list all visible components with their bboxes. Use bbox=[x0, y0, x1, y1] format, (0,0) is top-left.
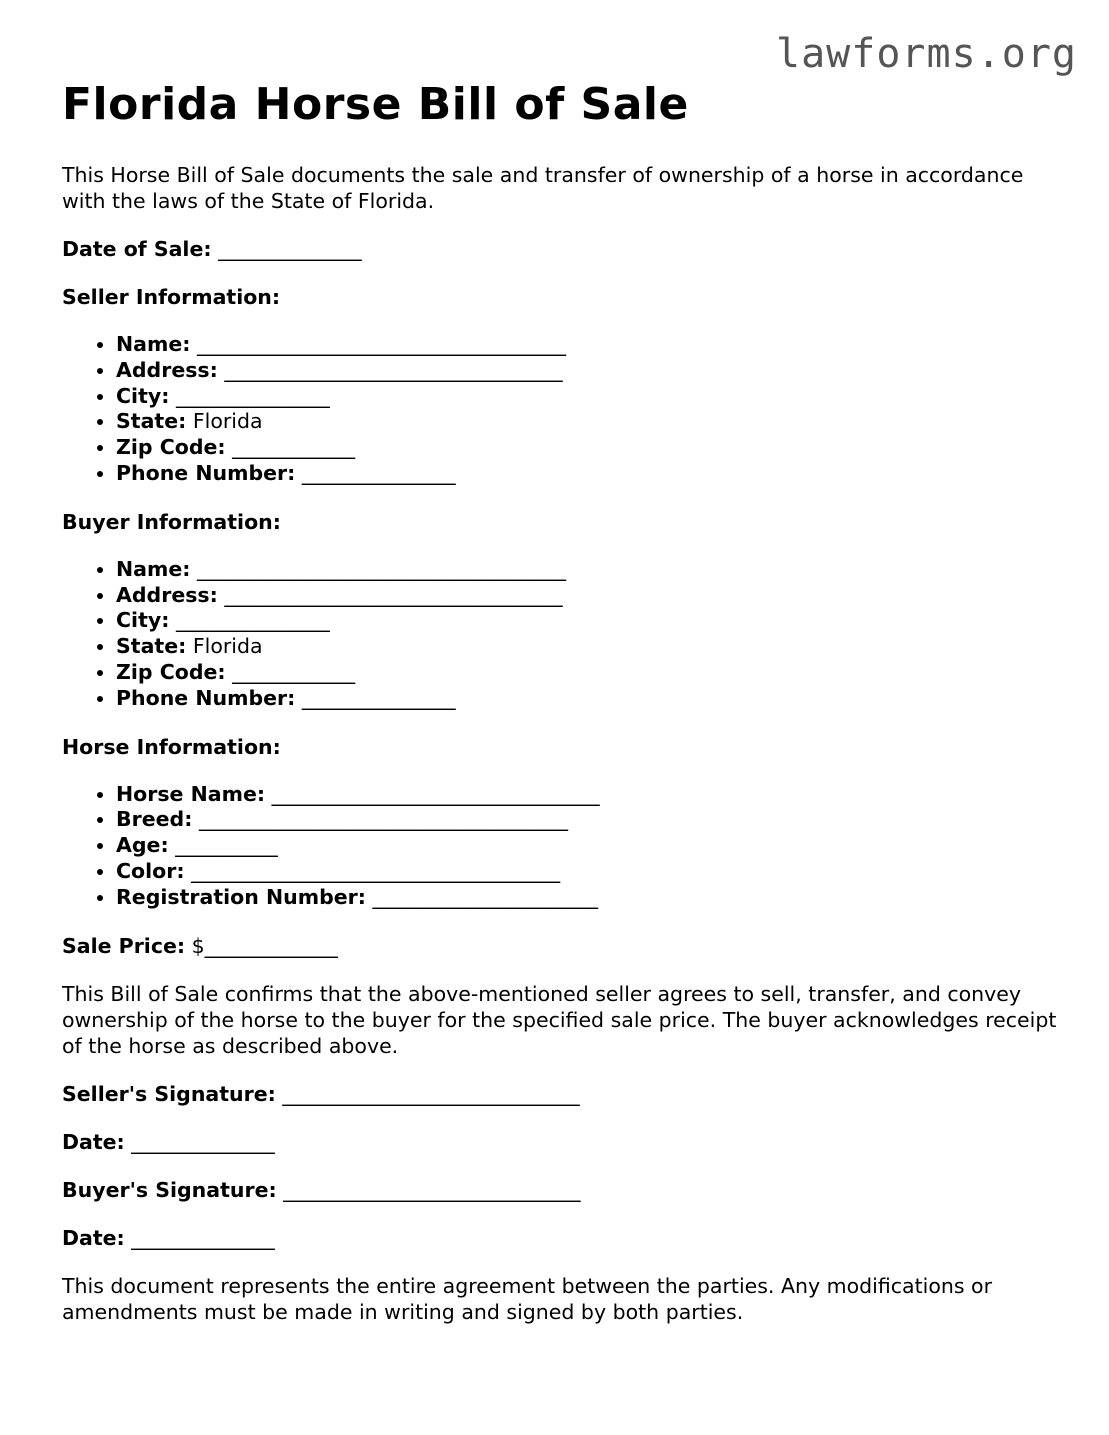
horse-list bbox=[62, 782, 1062, 911]
field-value: Florida bbox=[192, 409, 263, 434]
seller-list bbox=[62, 332, 1062, 487]
seller-zip-field bbox=[116, 435, 1062, 461]
horse-breed-field bbox=[116, 807, 1062, 833]
buyer-date-field bbox=[62, 1225, 1062, 1251]
field-value: _______________ bbox=[175, 608, 330, 633]
field-label: Registration Number: bbox=[116, 884, 366, 909]
field-value: ____________ bbox=[232, 435, 356, 460]
field-value: ______________________ bbox=[372, 884, 599, 909]
buyer-name-field bbox=[116, 557, 1062, 583]
buyer-signature-label: Buyer's Signature: bbox=[62, 1177, 277, 1202]
field-value: ____________________________________ bbox=[196, 332, 566, 356]
buyer-address-field bbox=[116, 583, 1062, 609]
horse-age-field bbox=[116, 833, 1062, 859]
field-label: Horse Name: bbox=[116, 781, 266, 806]
sale-price-label: Sale Price: bbox=[62, 933, 186, 958]
field-label: Zip Code: bbox=[116, 659, 226, 684]
field-value: _________________________________ bbox=[224, 582, 563, 607]
field-label: City: bbox=[116, 608, 170, 633]
field-value: _______________ bbox=[301, 460, 456, 485]
seller-signature-field bbox=[62, 1081, 1062, 1107]
seller-signature-value: _____________________________ bbox=[282, 1081, 580, 1106]
field-label: Name: bbox=[116, 556, 191, 581]
seller-signature-label: Seller's Signature: bbox=[62, 1081, 276, 1106]
confirmation-paragraph: This Bill of Sale confirms that the above-mentioned seller agrees to sell, transfer, and convey ownership of the horse to the buyer for the specified sale price. The buyer acknowledges receipt of the horse as described above. bbox=[62, 981, 1057, 1058]
field-label: Address: bbox=[116, 582, 218, 607]
buyer-date-value: ______________ bbox=[131, 1225, 275, 1250]
buyer-date-label: Date: bbox=[62, 1225, 125, 1250]
buyer-signature-field bbox=[62, 1177, 1062, 1203]
buyer-list bbox=[62, 557, 1062, 712]
field-label: City: bbox=[116, 383, 170, 408]
seller-phone-field bbox=[116, 461, 1062, 487]
buyer-state-field bbox=[116, 634, 1062, 660]
field-value: _______________ bbox=[301, 685, 456, 710]
seller-date-field bbox=[62, 1129, 1062, 1155]
field-label: Color: bbox=[116, 858, 185, 883]
field-label: Name: bbox=[116, 332, 191, 356]
watermark: lawforms.org bbox=[776, 31, 1077, 77]
field-label: Age: bbox=[116, 833, 169, 858]
sale-price-value: $_____________ bbox=[191, 933, 338, 958]
sale-price-field bbox=[62, 933, 1062, 959]
field-label: Zip Code: bbox=[116, 435, 226, 460]
buyer-zip-field bbox=[116, 660, 1062, 686]
field-value: _________________________________ bbox=[224, 357, 563, 382]
field-value: ____________________________________ bbox=[196, 556, 566, 581]
seller-date-label: Date: bbox=[62, 1129, 125, 1154]
field-label: Breed: bbox=[116, 807, 193, 832]
field-label: State: bbox=[116, 634, 187, 659]
field-value: ____________________________________ bbox=[191, 858, 561, 883]
horse-name-field bbox=[116, 782, 1062, 808]
field-value: ____________________________________ bbox=[198, 807, 568, 832]
seller-date-value: ______________ bbox=[131, 1129, 275, 1154]
seller-name-field bbox=[116, 332, 1062, 358]
date-of-sale-value: ______________ bbox=[218, 237, 362, 261]
buyer-signature-value: _____________________________ bbox=[283, 1177, 581, 1202]
closing-paragraph: This document represents the entire agreement between the parties. Any modifications or amendments must be made in writing and signed by both parties. bbox=[62, 1273, 993, 1324]
date-of-sale-field bbox=[62, 236, 1062, 262]
field-value: Florida bbox=[192, 634, 263, 659]
field-label: Phone Number: bbox=[116, 685, 296, 710]
buyer-phone-field bbox=[116, 686, 1062, 712]
intro-paragraph: This Horse Bill of Sale documents the sale and transfer of ownership of a horse in accordance with the laws of the State of Florida. bbox=[62, 163, 1024, 213]
page-title: Florida Horse Bill of Sale bbox=[62, 79, 689, 130]
horse-heading: Horse Information: bbox=[62, 734, 281, 759]
field-label: Phone Number: bbox=[116, 460, 296, 485]
seller-heading: Seller Information: bbox=[62, 285, 281, 309]
seller-address-field bbox=[116, 358, 1062, 384]
document-body bbox=[62, 80, 1062, 1325]
field-value: __________ bbox=[175, 833, 278, 858]
field-value: _______________ bbox=[175, 383, 330, 408]
buyer-heading: Buyer Information: bbox=[62, 509, 281, 534]
date-of-sale-label: Date of Sale: bbox=[62, 237, 212, 261]
seller-city-field bbox=[116, 384, 1062, 410]
buyer-city-field bbox=[116, 608, 1062, 634]
field-value: ________________________________ bbox=[271, 781, 600, 806]
horse-color-field bbox=[116, 859, 1062, 885]
field-label: State: bbox=[116, 409, 187, 434]
seller-state-field bbox=[116, 409, 1062, 435]
horse-registration-field bbox=[116, 885, 1062, 911]
field-value: ____________ bbox=[232, 659, 356, 684]
field-label: Address: bbox=[116, 357, 218, 382]
